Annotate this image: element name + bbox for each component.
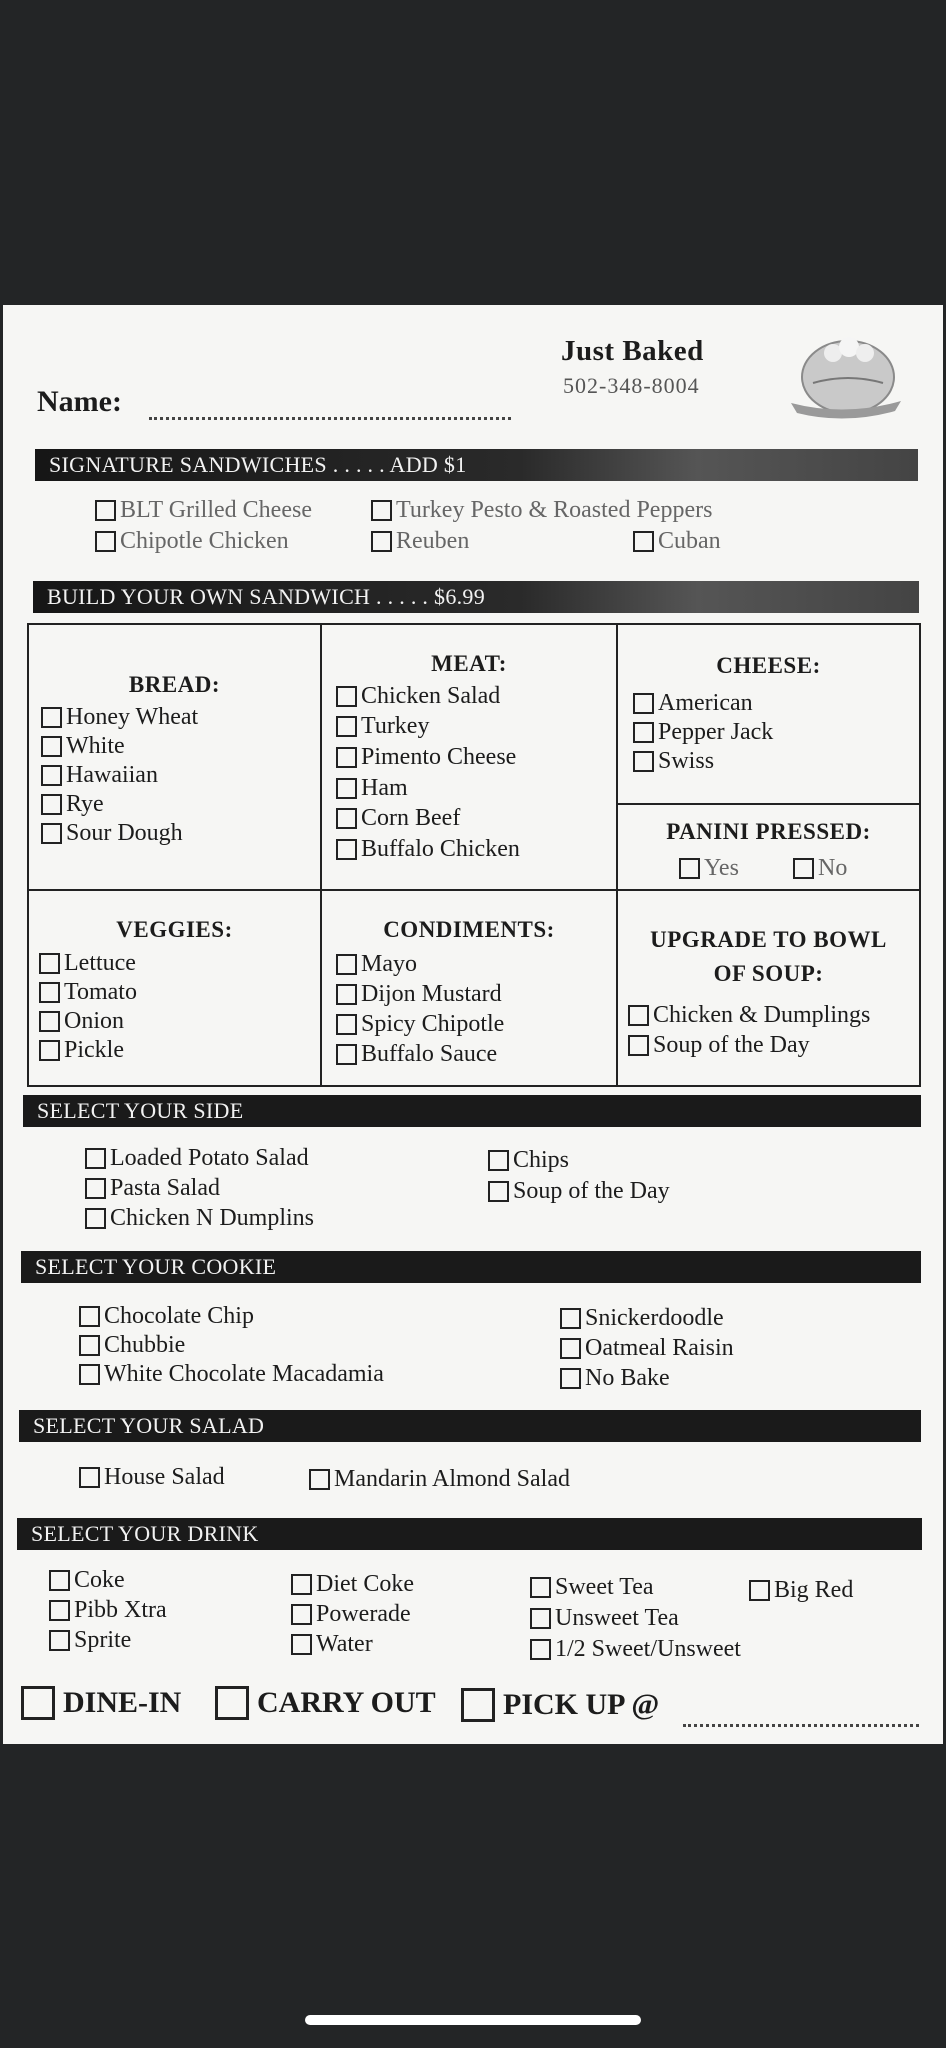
- checkbox-icon[interactable]: [336, 808, 357, 829]
- grid-divider: [27, 889, 921, 891]
- meat-option[interactable]: Ham: [336, 775, 408, 802]
- checkbox-icon[interactable]: [336, 778, 357, 799]
- select-drink-header: SELECT YOUR DRINK: [17, 1518, 922, 1550]
- drink-option[interactable]: Pibb Xtra: [49, 1597, 167, 1624]
- checkbox-icon[interactable]: [41, 736, 62, 757]
- drink-option[interactable]: Sprite: [49, 1627, 131, 1654]
- checkbox-icon[interactable]: [793, 858, 814, 879]
- cheese-option[interactable]: Pepper Jack: [633, 719, 773, 746]
- cheese-option[interactable]: Swiss: [633, 748, 714, 775]
- grid-divider: [616, 803, 921, 805]
- pick-up-time-line[interactable]: [683, 1724, 919, 1727]
- bread-option[interactable]: Rye: [41, 791, 104, 818]
- panini-title: PANINI PRESSED:: [666, 819, 871, 844]
- checkbox-icon[interactable]: [291, 1634, 312, 1655]
- side-option[interactable]: Loaded Potato Salad: [85, 1145, 309, 1172]
- veggies-option[interactable]: Pickle: [39, 1037, 124, 1064]
- meat-option[interactable]: Corn Beef: [336, 805, 460, 832]
- checkbox-icon[interactable]: [371, 531, 392, 552]
- condiments-option[interactable]: Dijon Mustard: [336, 981, 502, 1008]
- drink-option[interactable]: Sweet Tea: [530, 1574, 654, 1601]
- checkbox-icon[interactable]: [39, 982, 60, 1003]
- condiments-option[interactable]: Mayo: [336, 951, 417, 978]
- checkbox-icon[interactable]: [530, 1608, 551, 1629]
- checkbox-icon[interactable]: [336, 686, 357, 707]
- signature-option[interactable]: BLT Grilled Cheese: [95, 497, 312, 524]
- checkbox-icon[interactable]: [560, 1368, 581, 1389]
- signature-option[interactable]: Turkey Pesto & Roasted Peppers: [371, 497, 712, 524]
- cookie-option[interactable]: Chubbie: [79, 1332, 185, 1359]
- drink-option[interactable]: Powerade: [291, 1601, 411, 1628]
- checkbox-icon[interactable]: [633, 693, 654, 714]
- build-your-own-header: BUILD YOUR OWN SANDWICH . . . . . $6.99: [33, 581, 919, 613]
- meat-option[interactable]: Turkey: [336, 713, 429, 740]
- veggies-title: VEGGIES:: [116, 917, 233, 942]
- checkbox-icon[interactable]: [749, 1580, 770, 1601]
- drink-option[interactable]: Diet Coke: [291, 1571, 414, 1598]
- phone-number: 502-348-8004: [563, 373, 700, 398]
- checkbox-icon[interactable]: [79, 1467, 100, 1488]
- checkbox-icon[interactable]: [49, 1570, 70, 1591]
- panini-no-option[interactable]: No: [793, 855, 847, 882]
- checkbox-icon[interactable]: [39, 1040, 60, 1061]
- checkbox-icon[interactable]: [371, 500, 392, 521]
- checkbox-icon[interactable]: [41, 823, 62, 844]
- checkbox-icon[interactable]: [291, 1574, 312, 1595]
- soup-upgrade-title-line2: OF SOUP:: [713, 961, 824, 986]
- meat-option[interactable]: Pimento Cheese: [336, 744, 516, 771]
- checkbox-icon[interactable]: [336, 984, 357, 1005]
- checkbox-icon[interactable]: [336, 1014, 357, 1035]
- drink-option[interactable]: Coke: [49, 1567, 125, 1594]
- cookie-option[interactable]: Snickerdoodle: [560, 1305, 724, 1332]
- bread-title: BREAD:: [128, 672, 221, 697]
- checkbox-icon[interactable]: [79, 1364, 100, 1385]
- grid-divider: [616, 623, 618, 1085]
- select-side-header: SELECT YOUR SIDE: [23, 1095, 921, 1127]
- checkbox-icon[interactable]: [336, 954, 357, 975]
- checkbox-icon[interactable]: [530, 1639, 551, 1660]
- checkbox-icon[interactable]: [49, 1600, 70, 1621]
- cookie-option[interactable]: Chocolate Chip: [79, 1303, 254, 1330]
- soup-option[interactable]: Chicken & Dumplings: [628, 1002, 870, 1029]
- checkbox-icon[interactable]: [560, 1308, 581, 1329]
- meat-title: MEAT:: [431, 651, 507, 676]
- select-cookie-header: SELECT YOUR COOKIE: [21, 1251, 921, 1283]
- panini-yes-option[interactable]: Yes: [679, 855, 739, 882]
- order-form-paper: [3, 305, 943, 1744]
- checkbox-icon[interactable]: [215, 1686, 249, 1720]
- checkbox-icon[interactable]: [79, 1306, 100, 1327]
- bread-option[interactable]: Honey Wheat: [41, 704, 198, 731]
- dine-in-option[interactable]: DINE-IN: [21, 1686, 181, 1720]
- carry-out-option[interactable]: CARRY OUT: [215, 1686, 436, 1720]
- cookie-option[interactable]: Oatmeal Raisin: [560, 1335, 734, 1362]
- signature-option[interactable]: Chipotle Chicken: [95, 528, 289, 555]
- bread-option[interactable]: Hawaiian: [41, 762, 158, 789]
- condiments-title: CONDIMENTS:: [383, 917, 555, 942]
- checkbox-icon[interactable]: [628, 1035, 649, 1056]
- checkbox-icon[interactable]: [628, 1005, 649, 1026]
- bread-option[interactable]: White: [41, 733, 125, 760]
- checkbox-icon[interactable]: [336, 1044, 357, 1065]
- checkbox-icon[interactable]: [633, 531, 654, 552]
- brand-name: Just Baked: [561, 335, 704, 367]
- checkbox-icon[interactable]: [488, 1150, 509, 1171]
- meat-option[interactable]: Buffalo Chicken: [336, 836, 520, 863]
- cheese-title: CHEESE:: [716, 653, 821, 678]
- veggies-option[interactable]: Lettuce: [39, 950, 136, 977]
- checkbox-icon[interactable]: [488, 1181, 509, 1202]
- cookie-option[interactable]: White Chocolate Macadamia: [79, 1361, 384, 1388]
- checkbox-icon[interactable]: [39, 953, 60, 974]
- veggies-option[interactable]: Onion: [39, 1008, 124, 1035]
- side-option[interactable]: Pasta Salad: [85, 1175, 220, 1202]
- home-indicator[interactable]: [305, 2015, 641, 2025]
- checkbox-icon[interactable]: [21, 1686, 55, 1720]
- signature-option[interactable]: Cuban: [633, 528, 721, 555]
- checkbox-icon[interactable]: [560, 1338, 581, 1359]
- checkbox-icon[interactable]: [41, 707, 62, 728]
- checkbox-icon[interactable]: [461, 1688, 495, 1722]
- checkbox-icon[interactable]: [530, 1577, 551, 1598]
- soup-option[interactable]: Soup of the Day: [628, 1032, 810, 1059]
- checkbox-icon[interactable]: [49, 1630, 70, 1651]
- side-option[interactable]: Chips: [488, 1147, 569, 1174]
- checkbox-icon[interactable]: [79, 1335, 100, 1356]
- name-field-line[interactable]: [149, 417, 511, 420]
- checkbox-icon[interactable]: [679, 858, 700, 879]
- checkbox-icon[interactable]: [336, 839, 357, 860]
- checkbox-icon[interactable]: [85, 1208, 106, 1229]
- salad-option[interactable]: House Salad: [79, 1464, 225, 1491]
- checkbox-icon[interactable]: [95, 531, 116, 552]
- drink-option[interactable]: Water: [291, 1631, 373, 1658]
- condiments-option[interactable]: Spicy Chipotle: [336, 1011, 504, 1038]
- veggies-option[interactable]: Tomato: [39, 979, 137, 1006]
- soup-upgrade-title: UPGRADE TO BOWL: [650, 927, 887, 952]
- checkbox-icon[interactable]: [41, 765, 62, 786]
- checkbox-icon[interactable]: [633, 722, 654, 743]
- bread-option[interactable]: Sour Dough: [41, 820, 183, 847]
- checkbox-icon[interactable]: [336, 747, 357, 768]
- side-option[interactable]: Soup of the Day: [488, 1178, 670, 1205]
- pick-up-option[interactable]: PICK UP @: [461, 1688, 659, 1722]
- checkbox-icon[interactable]: [309, 1469, 330, 1490]
- meat-option[interactable]: Chicken Salad: [336, 683, 500, 710]
- signature-option[interactable]: Reuben: [371, 528, 469, 555]
- cheese-option[interactable]: American: [633, 690, 753, 717]
- side-option[interactable]: Chicken N Dumplins: [85, 1205, 314, 1232]
- checkbox-icon[interactable]: [336, 716, 357, 737]
- drink-option[interactable]: Big Red: [749, 1577, 853, 1604]
- checkbox-icon[interactable]: [291, 1604, 312, 1625]
- drink-option[interactable]: 1/2 Sweet/Unsweet: [530, 1636, 741, 1663]
- checkbox-icon[interactable]: [41, 794, 62, 815]
- salad-option[interactable]: Mandarin Almond Salad: [309, 1466, 570, 1493]
- checkbox-icon[interactable]: [95, 500, 116, 521]
- signature-sandwiches-header: SIGNATURE SANDWICHES . . . . . ADD $1: [35, 449, 918, 481]
- select-salad-header: SELECT YOUR SALAD: [19, 1410, 921, 1442]
- grid-divider: [320, 623, 322, 1085]
- bakery-logo-icon: [783, 325, 908, 425]
- drink-option[interactable]: Unsweet Tea: [530, 1605, 679, 1632]
- name-label: Name:: [37, 385, 122, 418]
- condiments-option[interactable]: Buffalo Sauce: [336, 1041, 497, 1068]
- checkbox-icon[interactable]: [85, 1178, 106, 1199]
- checkbox-icon[interactable]: [85, 1148, 106, 1169]
- checkbox-icon[interactable]: [633, 751, 654, 772]
- checkbox-icon[interactable]: [39, 1011, 60, 1032]
- cookie-option[interactable]: No Bake: [560, 1365, 670, 1392]
